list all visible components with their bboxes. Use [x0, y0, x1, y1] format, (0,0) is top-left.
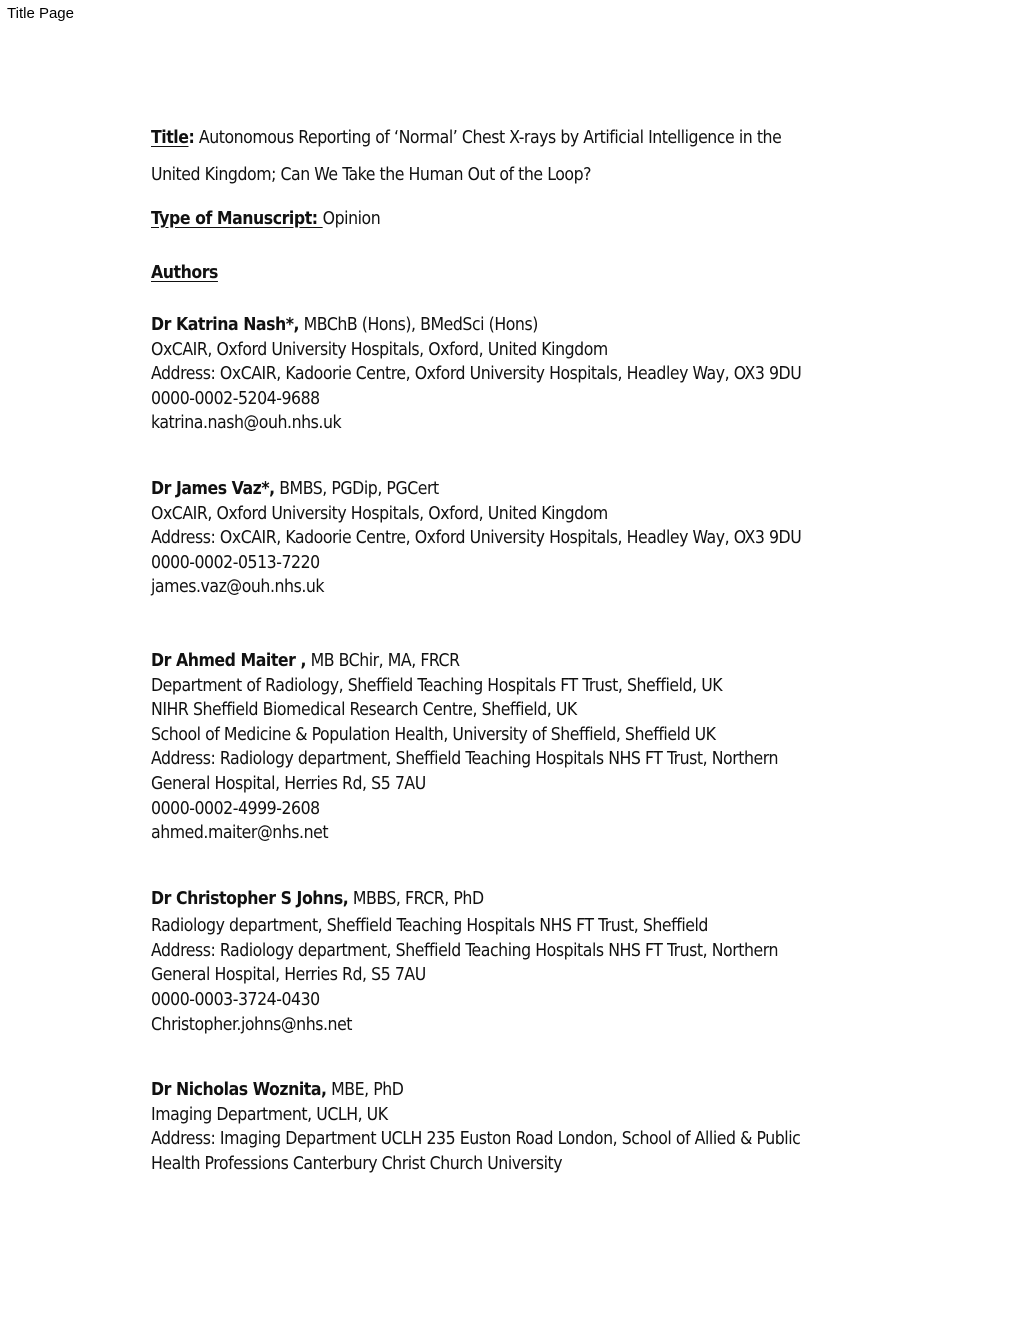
- manuscript-type: [151, 207, 911, 231]
- author-credentials: MBBS, FRCR, PhD: [348, 888, 484, 909]
- author-address: Address: Radiology department, Sheffield Teaching Hospitals NHS FT Trust, Northern: [151, 749, 778, 770]
- author-name: Dr James Vaz*,: [151, 478, 275, 499]
- author-name-line: [151, 649, 911, 674]
- author-name: Dr Ahmed Maiter ,: [151, 650, 307, 671]
- author-affiliation: OxCAIR, Oxford University Hospitals, Oxford, United Kingdom: [151, 503, 608, 524]
- author-affiliation: Imaging Department, UCLH, UK: [151, 1104, 388, 1125]
- author-address: Address: OxCAIR, Kadoorie Centre, Oxford University Hospitals, Headley Way, OX3 9DU: [151, 528, 802, 549]
- author-address: Address: Imaging Department UCLH 235 Euston Road London, School of Allied & Public: [151, 1129, 801, 1150]
- manuscript-label: Type of Manuscript:: [151, 209, 323, 229]
- author-block: [151, 1078, 911, 1176]
- author-affiliation: School of Medicine & Population Health, University of Sheffield, Sheffield UK: [151, 724, 716, 745]
- author-address: General Hospital, Herries Rd, S5 7AU: [151, 965, 426, 986]
- author-block: [151, 649, 911, 846]
- author-block: [151, 887, 911, 1038]
- title-label: Title: [151, 128, 189, 148]
- title-line-1: [151, 120, 911, 157]
- author-email: katrina.nash@ouh.nhs.uk: [151, 413, 342, 434]
- author-affiliation: OxCAIR, Oxford University Hospitals, Oxford, United Kingdom: [151, 339, 608, 360]
- author-credentials: MBE, PhD: [326, 1080, 404, 1101]
- author-address: Address: Radiology department, Sheffield Teaching Hospitals NHS FT Trust, Northern: [151, 940, 778, 961]
- author-name-line: [151, 477, 911, 502]
- author-affiliation: Radiology department, Sheffield Teaching Hospitals NHS FT Trust, Sheffield: [151, 916, 708, 937]
- author-name-line: [151, 1078, 911, 1103]
- author-affiliation: Department of Radiology, Sheffield Teaching Hospitals FT Trust, Sheffield, UK: [151, 675, 723, 696]
- author-block: [151, 313, 911, 436]
- author-name: Dr Katrina Nash*,: [151, 315, 300, 335]
- author-email: james.vaz@ouh.nhs.uk: [151, 577, 325, 598]
- author-email: ahmed.maiter@nhs.net: [151, 823, 329, 844]
- author-name: Dr Christopher S Johns,: [151, 888, 349, 909]
- author-name-line: [151, 313, 911, 338]
- author-address: Address: OxCAIR, Kadoorie Centre, Oxford University Hospitals, Headley Way, OX3 9DU: [151, 364, 802, 385]
- title-text-1: Autonomous Reporting of ‘Normal’ Chest X-rays by Artificial Intelligence in the: [194, 128, 782, 148]
- author-address: Health Professions Canterbury Christ Church University: [151, 1154, 563, 1175]
- author-credentials: MB BChir, MA, FRCR: [306, 650, 460, 671]
- authors-heading: Authors: [151, 263, 218, 283]
- title-block: [151, 120, 911, 194]
- author-orcid: 0000-0002-0513-7220: [151, 552, 320, 573]
- author-name-line: [151, 887, 911, 912]
- title-line-2: United Kingdom; Can We Take the Human Out of the Loop?: [151, 165, 592, 185]
- author-orcid: 0000-0003-3724-0430: [151, 990, 320, 1011]
- author-email: Christopher.johns@nhs.net: [151, 1014, 353, 1035]
- author-credentials: BMBS, PGDip, PGCert: [274, 478, 439, 499]
- page-label: Title Page: [7, 5, 74, 22]
- document-body: [151, 120, 911, 1177]
- author-affiliation: NIHR Sheffield Biomedical Research Centre, Sheffield, UK: [151, 700, 577, 721]
- author-block: [151, 477, 911, 600]
- author-orcid: 0000-0002-5204-9688: [151, 388, 320, 409]
- author-credentials: MBChB (Hons), BMedSci (Hons): [299, 315, 538, 335]
- author-orcid: 0000-0002-4999-2608: [151, 798, 320, 819]
- author-address: General Hospital, Herries Rd, S5 7AU: [151, 773, 426, 794]
- manuscript-value: Opinion: [322, 209, 381, 229]
- title-colon: :: [188, 128, 195, 148]
- author-name: Dr Nicholas Woznita,: [151, 1080, 327, 1101]
